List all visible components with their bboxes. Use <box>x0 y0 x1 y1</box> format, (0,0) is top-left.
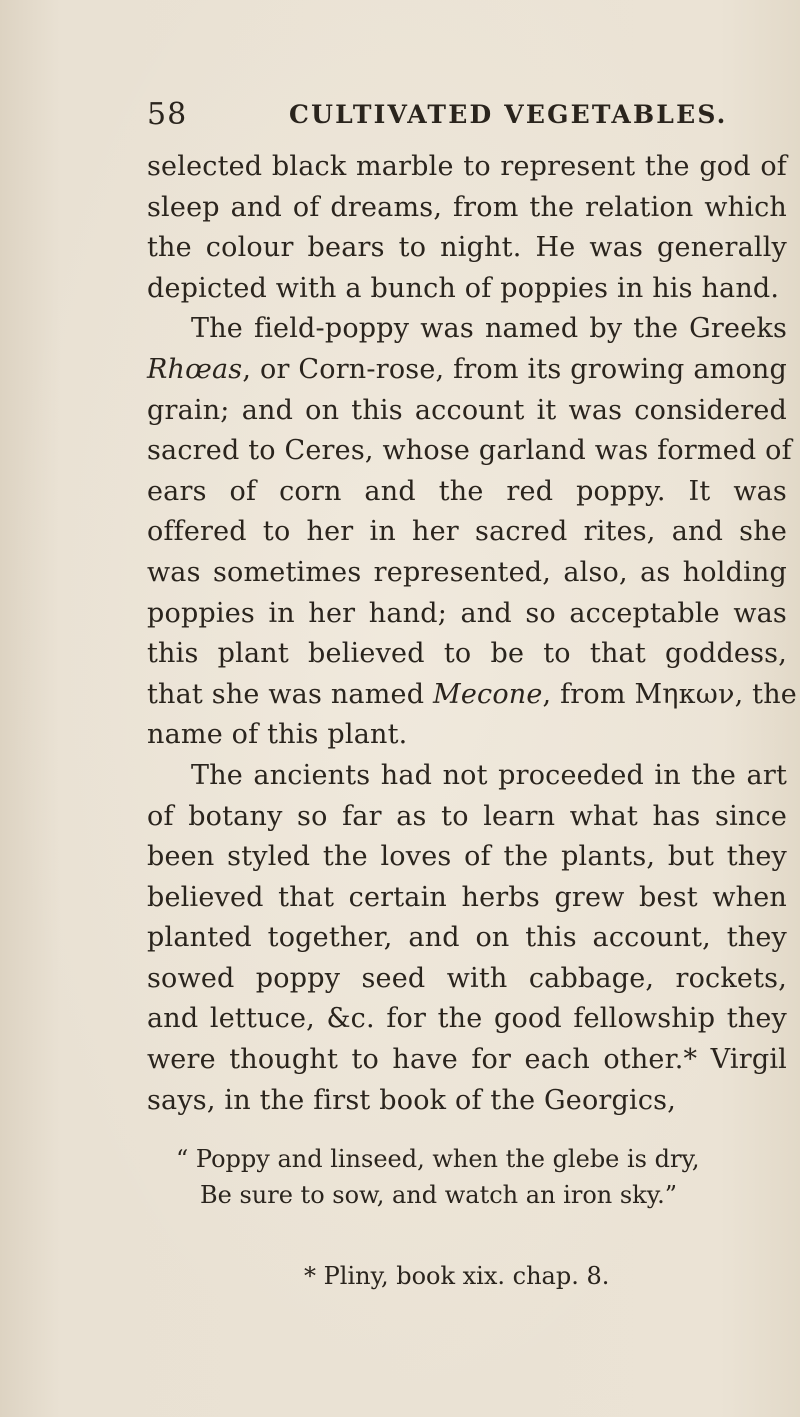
page-header <box>147 97 787 137</box>
text-line: The field-poppy was named by the Greeks <box>191 313 787 345</box>
text-line: name of this plant. <box>147 719 408 751</box>
text-line: were thought to have for each other.* Virgil <box>147 1044 787 1076</box>
text-line: sleep and of dreams, from the relation which <box>147 191 787 223</box>
running-head: CULTIVATED VEGETABLES. <box>289 100 728 129</box>
text-line: The ancients had not proceeded in the art <box>191 759 787 791</box>
body-text <box>147 147 797 1121</box>
text-line: depicted with a bunch of poppies in his hand. <box>147 272 780 304</box>
text-line: selected black marble to represent the god of <box>147 151 787 182</box>
text-line: been styled the loves of the plants, but they <box>147 841 787 873</box>
text-line: the colour bears to night. He was generally <box>147 232 787 264</box>
text-line: Rhœas, or Corn-rose, from its growing among <box>147 353 787 385</box>
text-line: sacred to Ceres, whose garland was formed of <box>147 435 792 467</box>
text-line: offered to her in her sacred rites, and she <box>147 516 787 548</box>
italic-term: Mecone <box>432 678 543 710</box>
page-number: 58 <box>147 97 188 132</box>
text-line: poppies in her hand; and so acceptable was <box>147 597 787 629</box>
text-line: this plant believed to be to that goddess, <box>147 638 787 670</box>
italic-term: Rhœas <box>147 353 243 385</box>
text-line: says, in the first book of the Georgics, <box>147 1084 677 1116</box>
footnote: * Pliny, book xix. chap. 8. <box>304 1262 610 1290</box>
verse-line: “ Poppy and linseed, when the glebe is dry, <box>176 1145 700 1173</box>
verse-line: Be sure to sow, and watch an iron sky.” <box>200 1181 677 1209</box>
text-line: was sometimes represented, also, as holding <box>147 556 787 588</box>
text-line: grain; and on this account it was considered <box>147 394 787 426</box>
text-line: that she was named Mecone, from Μηκων, the <box>147 678 797 710</box>
text-line: ears of corn and the red poppy. It was <box>147 475 787 507</box>
verse-quotation <box>176 1141 699 1213</box>
text-line: believed that certain herbs grew best when <box>147 881 787 913</box>
text-line: sowed poppy seed with cabbage, rockets, <box>147 962 787 994</box>
text-line: planted together, and on this account, they <box>147 922 787 954</box>
text-line: of botany so far as to learn what has since <box>147 800 787 832</box>
text-line: and lettuce, &c. for the good fellowship they <box>147 1003 787 1035</box>
